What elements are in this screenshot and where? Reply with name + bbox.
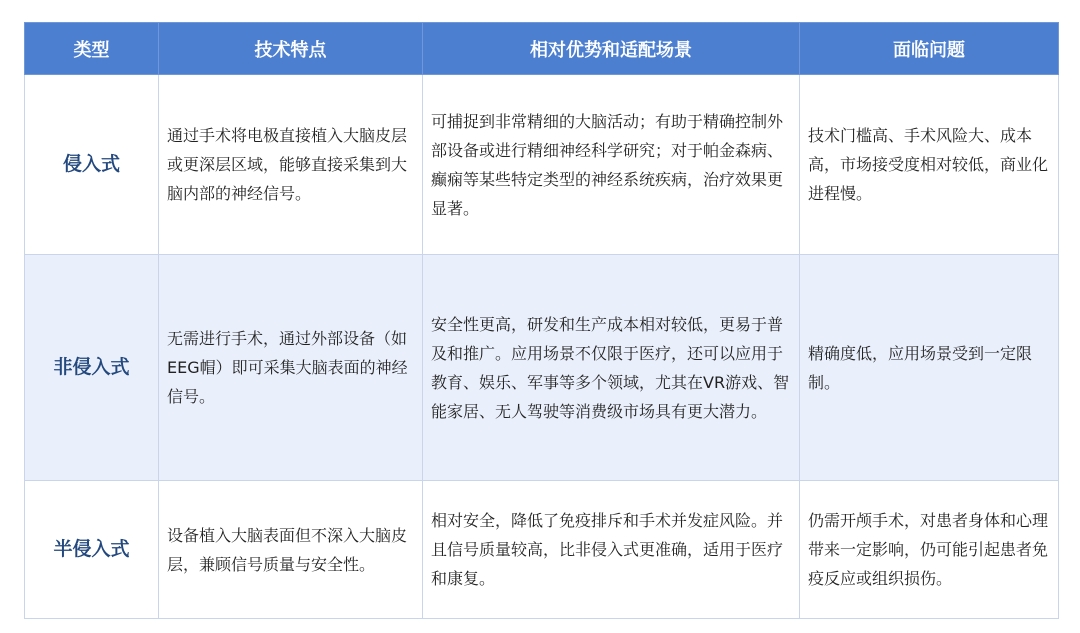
table-body — [25, 75, 1059, 619]
table-row-invasive — [25, 75, 1059, 255]
advantages-cell: 可捕捉到非常精细的大脑活动；有助于精确控制外部设备或进行精细神经科学研究；对于帕金森病、癫痫等某些特定类型的神经系统疾病，治疗效果更显著。 — [423, 75, 800, 255]
header-row — [25, 23, 1059, 75]
advantages-cell: 相对安全，降低了免疫排斥和手术并发症风险。并且信号质量较高，比非侵入式更准确，适用于医疗和康复。 — [423, 481, 800, 619]
header-advantages: 相对优势和适配场景 — [423, 23, 800, 75]
bci-comparison-table — [24, 22, 1059, 619]
problems-cell: 技术门槛高、手术风险大、成本高，市场接受度相对较低，商业化进程慢。 — [800, 75, 1059, 255]
header-problems: 面临问题 — [800, 23, 1059, 75]
header-type: 类型 — [25, 23, 159, 75]
table-row-non-invasive — [25, 255, 1059, 481]
advantages-cell: 安全性更高，研发和生产成本相对较低，更易于普及和推广。应用场景不仅限于医疗，还可以应用于教育、娱乐、军事等多个领域，尤其在VR游戏、智能家居、无人驾驶等消费级市场具有更大潜力。 — [423, 255, 800, 481]
problems-cell: 仍需开颅手术，对患者身体和心理带来一定影响，仍可能引起患者免疫反应或组织损伤。 — [800, 481, 1059, 619]
table-header — [25, 23, 1059, 75]
features-cell: 通过手术将电极直接植入大脑皮层或更深层区域，能够直接采集到大脑内部的神经信号。 — [159, 75, 423, 255]
features-cell: 设备植入大脑表面但不深入大脑皮层，兼顾信号质量与安全性。 — [159, 481, 423, 619]
type-cell: 侵入式 — [25, 75, 159, 255]
type-cell: 非侵入式 — [25, 255, 159, 481]
features-cell: 无需进行手术，通过外部设备（如EEG帽）即可采集大脑表面的神经信号。 — [159, 255, 423, 481]
problems-cell: 精确度低，应用场景受到一定限制。 — [800, 255, 1059, 481]
bci-comparison-table-container — [24, 22, 1058, 619]
table-row-semi-invasive — [25, 481, 1059, 619]
type-cell: 半侵入式 — [25, 481, 159, 619]
header-features: 技术特点 — [159, 23, 423, 75]
